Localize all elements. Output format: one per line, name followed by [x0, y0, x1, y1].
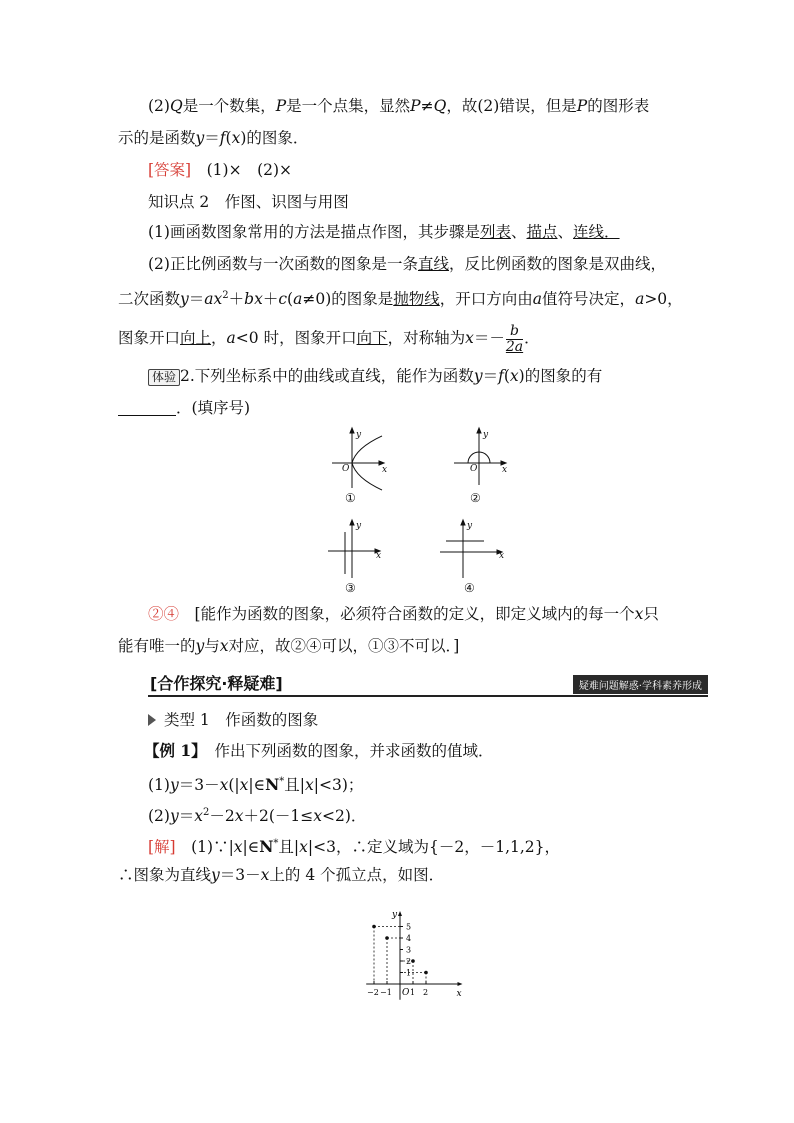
- var: x: [231, 129, 241, 147]
- text: ．(填序号): [176, 399, 251, 417]
- text: 是一个数集，: [182, 97, 276, 115]
- origin-label: O: [470, 464, 478, 474]
- text: 是一个点集，显然: [286, 97, 411, 115]
- var: Q: [169, 97, 183, 115]
- data-point: [411, 959, 415, 963]
- var: y: [195, 129, 205, 147]
- var: x: [234, 807, 244, 826]
- graph-3: [328, 520, 380, 578]
- text: 与: [204, 637, 220, 655]
- text: ≠0)的图象是: [302, 290, 394, 309]
- var: x: [219, 776, 229, 795]
- y-axis-arrow: [350, 428, 354, 433]
- text: (1): [148, 776, 170, 795]
- triangle-icon: [148, 714, 156, 726]
- text: 作出下列函数的图象，并求函数的值域．: [198, 742, 494, 760]
- var: y: [169, 807, 179, 826]
- text: 值符号决定，: [542, 290, 636, 309]
- text: <2)．: [322, 807, 367, 826]
- solution-1-line2: [118, 865, 698, 885]
- underlined-term: 向上: [180, 329, 212, 347]
- text: (2): [148, 97, 170, 115]
- text: 能有唯一的: [118, 637, 196, 655]
- text: ，对称轴为: [387, 329, 466, 347]
- text: 上的 4 个孤立点，如图．: [269, 866, 445, 884]
- text: (2)正比例函数与一次函数的图象是一条: [148, 255, 418, 273]
- text: (: [287, 290, 294, 309]
- solution-label: [解]: [148, 838, 176, 857]
- text: ≠: [420, 97, 434, 115]
- text: 且|: [284, 776, 305, 795]
- solution-1-line1: [148, 834, 728, 857]
- answer-value: ②④: [148, 605, 180, 623]
- var: y: [180, 290, 189, 309]
- x-label: x: [502, 465, 508, 475]
- x-label: x: [376, 551, 382, 561]
- example-1-part2: [148, 803, 728, 826]
- underlined-term: 直线: [417, 255, 449, 273]
- data-point: [424, 971, 428, 975]
- text: ∴图象为直线: [118, 866, 212, 884]
- var: x: [465, 329, 474, 347]
- var: y: [211, 866, 220, 884]
- x-tick-label: −2: [367, 988, 379, 997]
- text: ．: [524, 329, 540, 347]
- var: Q: [433, 97, 447, 115]
- text: 示的是函数: [118, 129, 196, 147]
- text: 知识点 2 作图、识图与用图: [148, 193, 349, 211]
- text: ＝: [188, 290, 205, 309]
- graph-1-label: ①: [345, 491, 356, 505]
- section-header: [148, 671, 708, 697]
- text: 图象开口: [118, 329, 181, 347]
- y-axis-label: y: [392, 910, 398, 920]
- var: a: [226, 329, 236, 347]
- text: ＝: [178, 807, 195, 826]
- example-label: 【例 1】: [144, 741, 199, 760]
- text: <0 时，图象开口: [235, 329, 357, 347]
- text: (|: [228, 776, 240, 795]
- y-tick-label: 3: [406, 945, 412, 955]
- y-axis-arrow: [461, 520, 465, 525]
- text: (1)画函数图象常用的方法是描点作图，其步骤是: [148, 223, 480, 241]
- text: >0，: [644, 290, 683, 309]
- var: x: [313, 807, 323, 826]
- var: P: [275, 97, 287, 115]
- data-point: [372, 925, 376, 929]
- text: ＝3－: [219, 866, 261, 884]
- data-point: [385, 936, 389, 940]
- underlined-term: 连线．: [573, 223, 620, 241]
- exponent: 2: [222, 290, 229, 301]
- text: 类型 1 作函数的图象: [164, 711, 319, 729]
- y-axis-arrow: [398, 911, 402, 916]
- text: 只: [643, 605, 659, 623]
- text: ，开口方向由: [439, 290, 533, 309]
- text: ，故(2)错误，但是: [446, 97, 577, 115]
- superscript: *: [273, 838, 279, 849]
- var: P: [410, 97, 421, 115]
- text: 的图象．: [246, 129, 309, 147]
- var: x: [194, 807, 203, 826]
- var: ax: [204, 290, 223, 309]
- origin-label: O: [402, 988, 410, 998]
- natural-numbers-symbol: N: [265, 775, 280, 795]
- solution-2-line2: [118, 636, 698, 656]
- text: 对应，故②④可以，①③不可以．]: [228, 637, 460, 655]
- y-tick-label: 2: [406, 957, 412, 966]
- underlined-term: 向下: [356, 329, 388, 347]
- text: 二次函数: [118, 290, 181, 309]
- graph-3-label: ③: [345, 581, 356, 595]
- var: x: [634, 605, 644, 623]
- y-tick-label: 1: [406, 968, 412, 978]
- var: f: [219, 129, 226, 147]
- text: 、: [557, 223, 574, 241]
- var: x: [233, 838, 243, 857]
- text: ，: [211, 329, 227, 347]
- text: |∈: [242, 838, 260, 857]
- text: |<3)；: [313, 776, 364, 795]
- y-label: y: [356, 521, 362, 531]
- text: ＝－: [473, 329, 505, 347]
- text: ＋: [228, 290, 245, 309]
- y-label: y: [467, 521, 473, 531]
- y-axis-arrow: [350, 520, 354, 525]
- text: ＋: [262, 290, 279, 309]
- exponent: 2: [203, 807, 210, 818]
- underlined-term: 列表: [479, 223, 511, 241]
- graph-2-label: ②: [470, 491, 481, 505]
- var: y: [473, 367, 483, 385]
- superscript: *: [279, 776, 285, 787]
- text: 且|: [278, 838, 300, 857]
- x-tick-label: −1: [380, 988, 392, 997]
- graph-2: [454, 428, 506, 485]
- scatter-chart: [330, 895, 490, 1010]
- text: ＝: [204, 129, 220, 147]
- x-tick-label: 1: [410, 988, 416, 997]
- text: (1)∵|: [175, 838, 234, 857]
- var: y: [195, 637, 205, 655]
- fraction-denominator: 2a: [505, 338, 524, 355]
- var: x: [239, 776, 249, 795]
- text: ＝3－: [178, 776, 220, 795]
- text: 、: [510, 223, 527, 241]
- text: |<3，∴定义域为{－2，－1,1,2}，: [307, 838, 561, 857]
- x-label: x: [382, 465, 388, 475]
- text: 2.下列坐标系中的曲线或直线，能作为函数: [180, 367, 474, 385]
- natural-numbers-symbol: N: [259, 837, 274, 857]
- var: a: [532, 290, 543, 309]
- var: P: [576, 97, 588, 115]
- experience-question: 体验 2.下列坐标系中的曲线或直线，能作为函数y＝f(x)的图象的有: [148, 366, 728, 386]
- var: a: [293, 290, 303, 309]
- var: bx: [244, 290, 263, 309]
- text: －2: [209, 807, 235, 826]
- var: c: [278, 290, 288, 309]
- paragraph-q2-line2: 示的是函数y＝f(x)的图象．: [118, 129, 309, 147]
- y-tick-label: 5: [406, 922, 412, 932]
- solution-2-line1: [148, 604, 728, 624]
- x-label: x: [499, 551, 505, 561]
- answer-label: [答案]: [148, 161, 192, 179]
- x-tick-label: 2: [423, 988, 429, 997]
- graph-4-label: ④: [464, 581, 475, 595]
- section-title: [合作探究·释疑难]: [150, 674, 283, 693]
- type-heading: [148, 710, 728, 730]
- var: y: [169, 776, 179, 795]
- y-tick-label: 4: [406, 934, 412, 943]
- text: (2): [148, 807, 170, 826]
- text: ＝: [482, 367, 499, 385]
- text: [能作为函数的图象，必须符合函数的定义，即定义域内的每一个: [194, 605, 635, 623]
- answer-text: (1)× (2)×: [206, 161, 293, 179]
- x-axis-label: x: [456, 989, 462, 999]
- var: a: [635, 290, 645, 309]
- y-label: y: [483, 430, 489, 440]
- underlined-term: 描点: [526, 223, 558, 241]
- fraction-numerator: b: [506, 324, 523, 340]
- y-axis-arrow: [477, 428, 481, 433]
- origin-label: O: [342, 464, 350, 474]
- var: x: [219, 637, 229, 655]
- y-label: y: [356, 430, 362, 440]
- text: ，反比例函数的图象是双曲线，: [448, 255, 666, 273]
- example-1-part1: [148, 772, 728, 795]
- underlined-term: 抛物线: [393, 290, 440, 309]
- var: f: [498, 367, 504, 385]
- text: |∈: [248, 776, 266, 795]
- var: x: [509, 367, 519, 385]
- text: 的图象的有: [524, 367, 603, 385]
- var: x: [305, 776, 314, 795]
- var: x: [299, 838, 308, 857]
- experience-tag: 体验: [148, 369, 180, 386]
- section-subtitle: 疑难问题解惑·学科素养形成: [573, 675, 708, 694]
- var: x: [260, 866, 270, 884]
- text: 的图形表: [587, 97, 650, 115]
- example-1: [144, 741, 724, 761]
- x-axis-arrow: [458, 982, 463, 986]
- text: ＋2(－1≤: [243, 807, 314, 826]
